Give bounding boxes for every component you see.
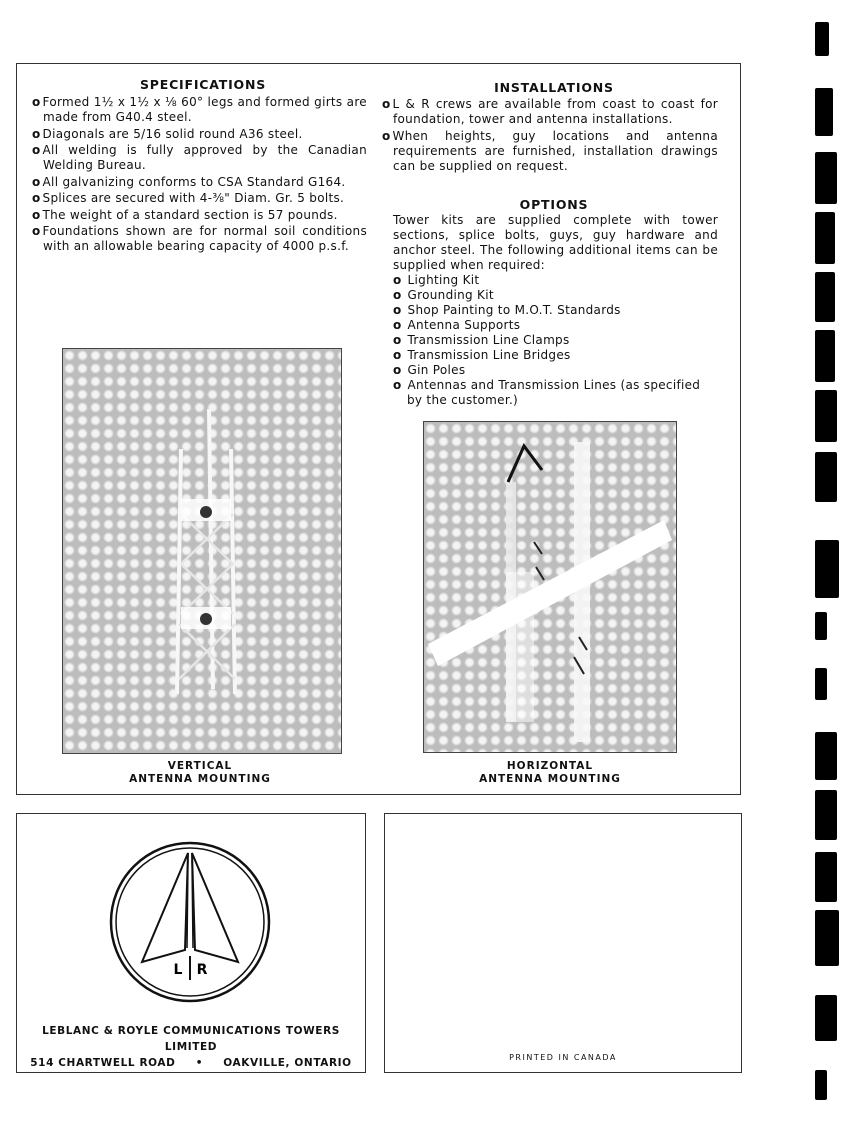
installations-list	[382, 97, 718, 175]
binding-mark	[815, 390, 837, 442]
binding-mark	[815, 452, 837, 502]
vertical-caption-line2: ANTENNA MOUNTING	[129, 773, 271, 785]
binding-mark	[815, 790, 837, 840]
vertical-caption-line1: VERTICAL	[167, 760, 233, 772]
binding-mark	[815, 910, 839, 966]
horizontal-photo-caption	[450, 760, 650, 786]
blank-imprint-frame	[384, 813, 742, 1073]
specifications-heading: SPECIFICATIONS	[139, 77, 267, 92]
logo-letter-left: L	[173, 962, 183, 978]
option-item: o Lighting Kit	[393, 273, 718, 288]
company-address-line	[18, 1055, 364, 1071]
option-item: o Transmission Line Clamps	[393, 333, 718, 348]
options-block	[393, 213, 718, 408]
company-block	[18, 1023, 364, 1071]
binding-mark	[815, 612, 827, 640]
binding-mark	[815, 212, 835, 264]
address-separator: •	[195, 1057, 203, 1069]
binding-mark	[815, 88, 833, 136]
horizontal-caption-line2: ANTENNA MOUNTING	[479, 773, 621, 785]
binding-mark	[815, 732, 837, 780]
vertical-antenna-photo	[62, 348, 342, 754]
spec-item: o All galvanizing conforms to CSA Standard G164.	[32, 175, 367, 190]
spec-item: o Splices are secured with 4-⅜" Diam. Gr. 5 bolts.	[32, 191, 367, 206]
spec-item: o The weight of a standard section is 57 pounds.	[32, 208, 367, 223]
spec-item: o Diagonals are 5/16 solid round A36 steel.	[32, 127, 367, 142]
vertical-photo-caption	[100, 760, 300, 786]
binding-mark	[815, 272, 835, 322]
installations-heading: INSTALLATIONS	[494, 80, 614, 95]
specifications-list	[32, 95, 367, 256]
logo-letter-right: R	[196, 962, 208, 978]
lr-logo	[108, 840, 272, 1004]
option-item: o Antennas and Transmission Lines (as specified by the customer.)	[393, 378, 718, 408]
option-item: o Grounding Kit	[393, 288, 718, 303]
option-item: o Gin Poles	[393, 363, 718, 378]
spec-item: o Foundations shown are for normal soil conditions with an allowable bearing capacity of 4000 p.s.f.	[32, 224, 367, 254]
spec-item: o Formed 1½ x 1½ x ⅛ 60° legs and formed girts are made from G40.4 steel.	[32, 95, 367, 125]
printed-in-canada: PRINTED IN CANADA	[509, 1053, 617, 1062]
binding-mark	[815, 995, 837, 1041]
binding-mark	[815, 330, 835, 382]
option-item: o Transmission Line Bridges	[393, 348, 718, 363]
options-intro: Tower kits are supplied complete with tower sections, splice bolts, guys, guy hardware and anchor steel. The following additional items can be supplied when required:	[393, 213, 718, 272]
option-item: o Shop Painting to M.O.T. Standards	[393, 303, 718, 318]
installation-item: o L & R crews are available from coast to coast for foundation, tower and antenna installations.	[382, 97, 718, 127]
horizontal-caption-line1: HORIZONTAL	[506, 760, 594, 772]
tower-section-image	[63, 349, 343, 755]
company-street: 514 CHARTWELL ROAD	[30, 1057, 176, 1069]
binding-mark	[815, 852, 837, 902]
option-item: o Antenna Supports	[393, 318, 718, 333]
binding-mark	[815, 152, 837, 204]
binding-mark	[815, 1070, 827, 1100]
horizontal-mount-image	[424, 422, 678, 754]
spec-item: o All welding is fully approved by the Canadian Welding Bureau.	[32, 143, 367, 173]
horizontal-antenna-photo	[423, 421, 677, 753]
options-heading: OPTIONS	[519, 197, 589, 212]
company-name: LEBLANC & ROYLE COMMUNICATIONS TOWERS LIMITED	[42, 1025, 340, 1053]
company-city: OAKVILLE, ONTARIO	[223, 1057, 352, 1069]
binding-mark	[815, 540, 839, 598]
binding-mark	[815, 668, 827, 700]
binding-mark	[815, 22, 829, 56]
installation-item: o When heights, guy locations and antenna requirements are furnished, installation drawings can be supplied on request.	[382, 129, 718, 174]
